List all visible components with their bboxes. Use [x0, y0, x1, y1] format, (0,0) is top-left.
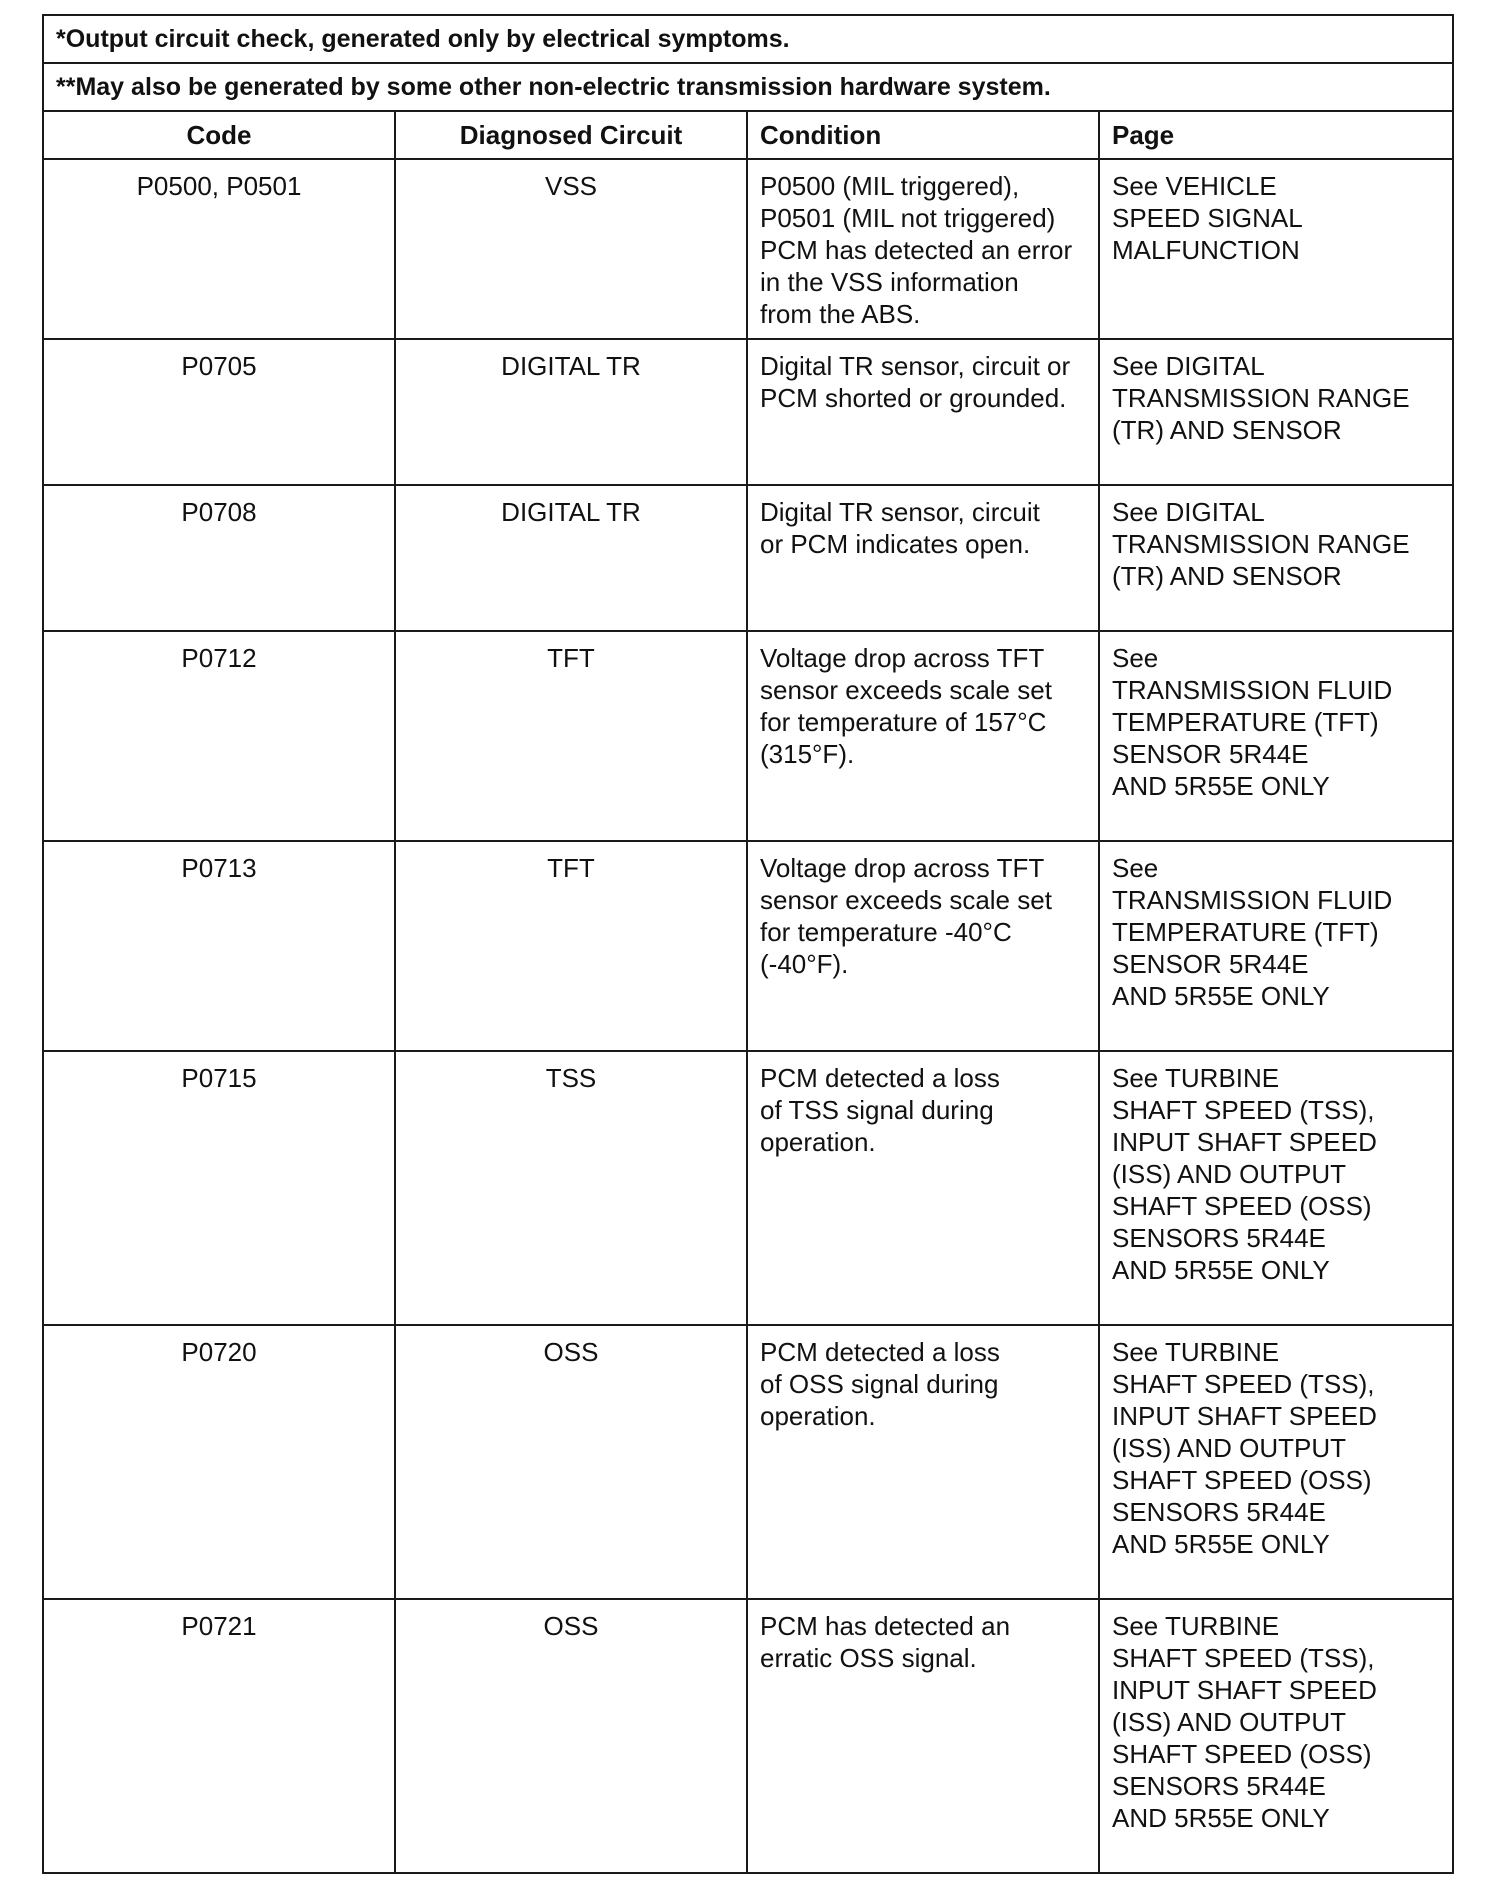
table-row [43, 1599, 1453, 1873]
cell-circuit: OSS [395, 1599, 747, 1873]
table-row [43, 631, 1453, 841]
cell-code: P0712 [43, 631, 395, 841]
cell-condition: PCM has detected an erratic OSS signal. [747, 1599, 1099, 1873]
cell-condition: PCM detected a loss of OSS signal during operation. [747, 1325, 1099, 1599]
cell-condition: Voltage drop across TFT sensor exceeds scale set for temperature of 157°C (315°F). [747, 631, 1099, 841]
note-row-output-circuit [43, 15, 1453, 63]
cell-code: P0715 [43, 1051, 395, 1325]
cell-page: See TRANSMISSION FLUID TEMPERATURE (TFT) SENSOR 5R44E AND 5R55E ONLY [1099, 631, 1453, 841]
cell-circuit: TSS [395, 1051, 747, 1325]
table-row [43, 1325, 1453, 1599]
note-non-electric: **May also be generated by some other non-electric transmission hardware system. [43, 63, 1453, 111]
cell-page: See TURBINE SHAFT SPEED (TSS), INPUT SHAFT SPEED (ISS) AND OUTPUT SHAFT SPEED (OSS) SENSORS 5R44E AND 5R55E ONLY [1099, 1599, 1453, 1873]
cell-page: See TRANSMISSION FLUID TEMPERATURE (TFT) SENSOR 5R44E AND 5R55E ONLY [1099, 841, 1453, 1051]
cell-code: P0721 [43, 1599, 395, 1873]
cell-circuit: TFT [395, 841, 747, 1051]
header-row [43, 111, 1453, 159]
header-condition: Condition [747, 111, 1099, 159]
table-row [43, 339, 1453, 485]
cell-condition: Voltage drop across TFT sensor exceeds scale set for temperature -40°C (-40°F). [747, 841, 1099, 1051]
cell-circuit: VSS [395, 159, 747, 339]
table-row [43, 159, 1453, 339]
cell-code: P0705 [43, 339, 395, 485]
cell-circuit: DIGITAL TR [395, 485, 747, 631]
header-diagnosed-circuit: Diagnosed Circuit [395, 111, 747, 159]
cell-code: P0713 [43, 841, 395, 1051]
table-row [43, 485, 1453, 631]
cell-code: P0720 [43, 1325, 395, 1599]
cell-page: See DIGITAL TRANSMISSION RANGE (TR) AND SENSOR [1099, 485, 1453, 631]
cell-circuit: DIGITAL TR [395, 339, 747, 485]
dtc-table-document [42, 14, 1452, 1874]
cell-condition: P0500 (MIL triggered), P0501 (MIL not triggered) PCM has detected an error in the VSS information from the ABS. [747, 159, 1099, 339]
note-output-circuit: *Output circuit check, generated only by electrical symptoms. [43, 15, 1453, 63]
header-page: Page [1099, 111, 1453, 159]
table-row [43, 1051, 1453, 1325]
cell-page: See TURBINE SHAFT SPEED (TSS), INPUT SHAFT SPEED (ISS) AND OUTPUT SHAFT SPEED (OSS) SENSORS 5R44E AND 5R55E ONLY [1099, 1051, 1453, 1325]
header-code: Code [43, 111, 395, 159]
dtc-table [42, 14, 1454, 1874]
cell-code: P0708 [43, 485, 395, 631]
cell-code: P0500, P0501 [43, 159, 395, 339]
table-row [43, 841, 1453, 1051]
cell-circuit: TFT [395, 631, 747, 841]
cell-page: See DIGITAL TRANSMISSION RANGE (TR) AND SENSOR [1099, 339, 1453, 485]
cell-condition: PCM detected a loss of TSS signal during operation. [747, 1051, 1099, 1325]
cell-page: See VEHICLE SPEED SIGNAL MALFUNCTION [1099, 159, 1453, 339]
note-row-non-electric [43, 63, 1453, 111]
cell-condition: Digital TR sensor, circuit or PCM indicates open. [747, 485, 1099, 631]
cell-circuit: OSS [395, 1325, 747, 1599]
cell-page: See TURBINE SHAFT SPEED (TSS), INPUT SHAFT SPEED (ISS) AND OUTPUT SHAFT SPEED (OSS) SENSORS 5R44E AND 5R55E ONLY [1099, 1325, 1453, 1599]
cell-condition: Digital TR sensor, circuit or PCM shorted or grounded. [747, 339, 1099, 485]
